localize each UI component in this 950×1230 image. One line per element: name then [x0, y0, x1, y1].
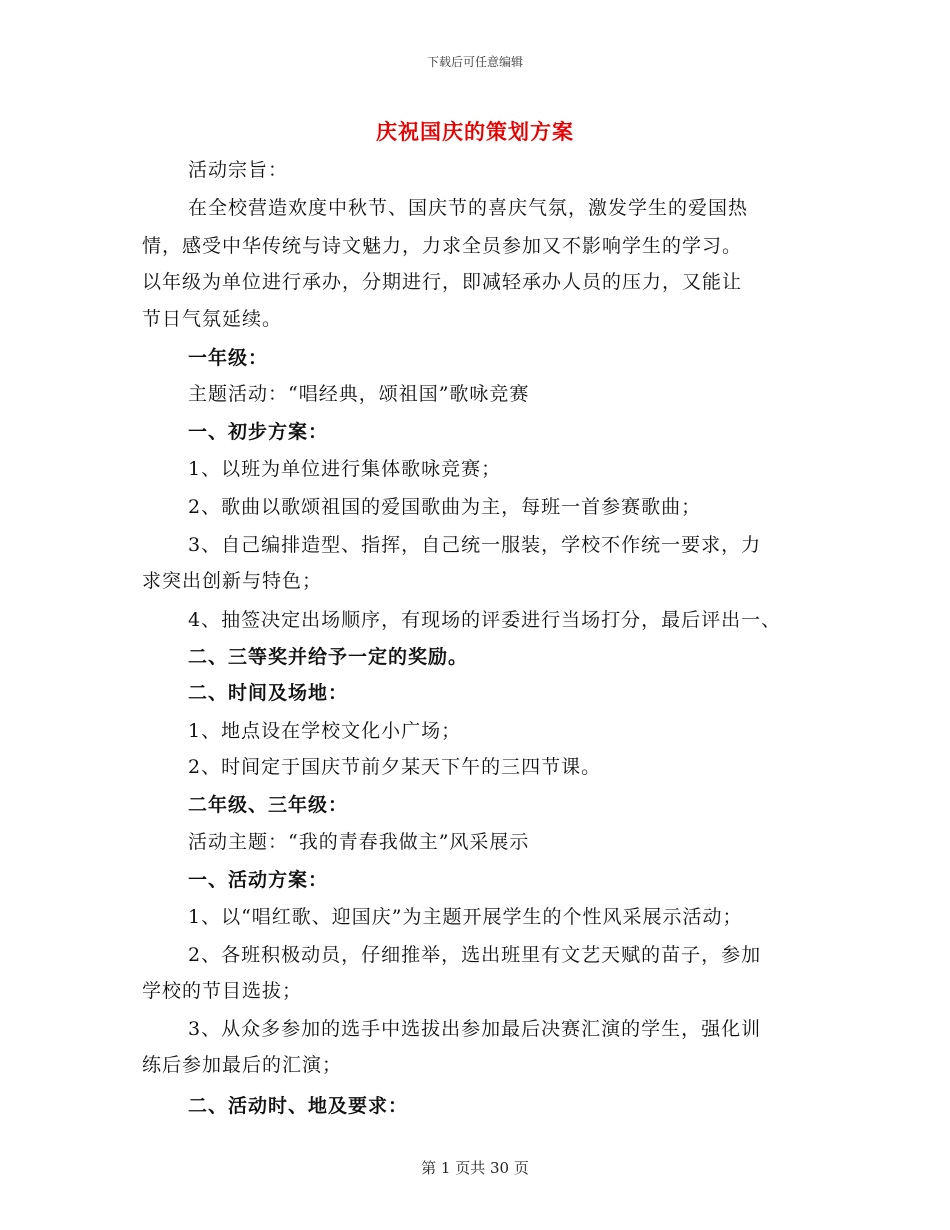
page-footer: 第 1 页共 30 页 — [421, 1159, 529, 1177]
paragraph-line: 学校的节目选拔； — [142, 980, 303, 1002]
paragraph-line: 活动宗旨： — [188, 159, 289, 181]
list-item: 2、歌曲以歌颂祖国的爱国歌曲为主，每班一首参赛歌曲； — [188, 496, 702, 518]
paragraph-line: 情，感受中华传统与诗文魅力，力求全员参加又不影响学生的学习。 — [142, 235, 743, 257]
paragraph-line: 在全校营造欢度中秋节、国庆节的喜庆气氛，激发学生的爱国热 — [188, 197, 749, 219]
paragraph-line: 主题活动：“唱经典，颂祖国”歌咏竞赛 — [188, 383, 530, 405]
document-title: 庆祝国庆的策划方案 — [376, 119, 574, 144]
list-item: 2、各班积极动员，仔细推举，选出班里有文艺天赋的苗子，参加 — [188, 944, 762, 966]
list-item: 3、自己编排造型、指挥，自己统一服装，学校不作统一要求，力 — [188, 534, 762, 556]
page-header: 下载后可任意编辑 — [426, 55, 523, 69]
section-heading: 一年级： — [188, 347, 269, 369]
paragraph-line: 活动主题：“我的青春我做主”风采展示 — [188, 831, 530, 853]
section-heading: 一、活动方案： — [188, 869, 329, 891]
list-item: 2、时间定于国庆节前夕某天下午的三四节课。 — [188, 756, 602, 778]
list-item: 3、从众多参加的选手中选拔出参加最后决赛汇演的学生，强化训 — [188, 1018, 762, 1040]
list-item: 1、以班为单位进行集体歌咏竞赛； — [188, 458, 502, 480]
section-heading: 一、初步方案： — [188, 421, 329, 443]
list-item: 4、抽签决定出场顺序，有现场的评委进行当场打分，最后评出一、 — [188, 609, 782, 631]
section-heading: 二、活动时、地及要求： — [188, 1095, 409, 1117]
paragraph-line: 练后参加最后的汇演； — [142, 1054, 343, 1076]
paragraph-line: 二、三等奖并给予一定的奖励。 — [188, 646, 469, 668]
list-item: 1、地点设在学校文化小广场； — [188, 720, 462, 742]
paragraph-line: 以年级为单位进行承办，分期进行，即减轻承办人员的压力，又能让 — [142, 271, 743, 293]
paragraph-line: 节日气氛延续。 — [142, 308, 283, 330]
section-heading: 二、时间及场地： — [188, 682, 349, 704]
paragraph-line: 求突出创新与特色； — [142, 570, 323, 592]
section-heading: 二年级、三年级： — [188, 794, 349, 816]
list-item: 1、以“唱红歌、迎国庆”为主题开展学生的个性风采展示活动； — [188, 906, 743, 928]
